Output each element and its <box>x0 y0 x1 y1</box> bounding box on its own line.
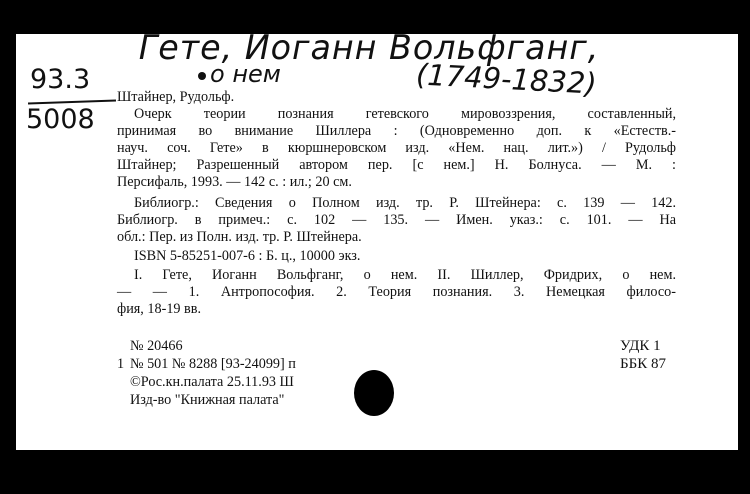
handwritten-years: (1749-1832) <box>415 57 598 101</box>
footer-line2-prefix: 1 <box>117 356 125 372</box>
notes-line: Библиогр. в примеч.: с. 102 — 135. — Имен. указ.: с. 101. — На <box>117 212 676 228</box>
handwritten-bullet <box>198 72 206 80</box>
handwritten-heading-line2: о нем <box>210 60 281 88</box>
footer-copyright: ©Рос.кн.палата 25.11.93 Ш <box>130 374 294 390</box>
udk-code: УДК 1 <box>620 338 661 354</box>
handwritten-heading-line1: Гете, Иоганн Вольфганг, <box>138 28 600 68</box>
body-line: науч. соч. Гете» в кюршнеровском изд. «Нем. нац. лит.») / Рудольф <box>117 140 676 156</box>
catalog-card <box>16 28 738 450</box>
notes-line: Библиогр.: Сведения о Полном изд. тр. Р. Штейнера: с. 139 — 142. <box>134 195 676 211</box>
body-line: Очерк теории познания гетевского мировоззрения, составленный, <box>134 106 676 122</box>
body-line: Штайнер; Разрешенный автором пер. [с нем.] Н. Болнуса. — М. : <box>117 157 676 173</box>
body-line: принимая во внимание Шиллера : (Одновременно доп. к «Естеств.- <box>117 123 676 139</box>
bbk-code: ББК 87 <box>620 356 666 372</box>
isbn-line: ISBN 5-85251-007-6 : Б. ц., 10000 экз. <box>134 248 361 264</box>
handwritten-shelf-bottom: 5008 <box>26 104 95 135</box>
notes-line: обл.: Пер. из Полн. изд. тр. Р. Штейнера. <box>117 229 362 245</box>
subjects-line: I. Гете, Иоганн Вольфганг, о нем. II. Шиллер, Фридрих, о нем. <box>134 267 676 283</box>
subjects-line: — — 1. Антропософия. 2. Теория познания. 3. Немецкая филосо- <box>117 284 676 300</box>
body-line: Персифаль, 1993. — 142 с. : ил.; 20 см. <box>117 174 352 190</box>
footer-publisher: Изд-во "Книжная палата" <box>130 392 285 408</box>
handwritten-shelf-top: 93.3 <box>30 64 91 95</box>
footer-number: № 20466 <box>130 338 183 354</box>
ink-blot <box>354 370 394 416</box>
author-heading: Штайнер, Рудольф. <box>117 89 235 105</box>
subjects-line: фия, 18-19 вв. <box>117 301 201 317</box>
footer-line2: № 501 № 8288 [93-24099] п <box>130 356 296 372</box>
